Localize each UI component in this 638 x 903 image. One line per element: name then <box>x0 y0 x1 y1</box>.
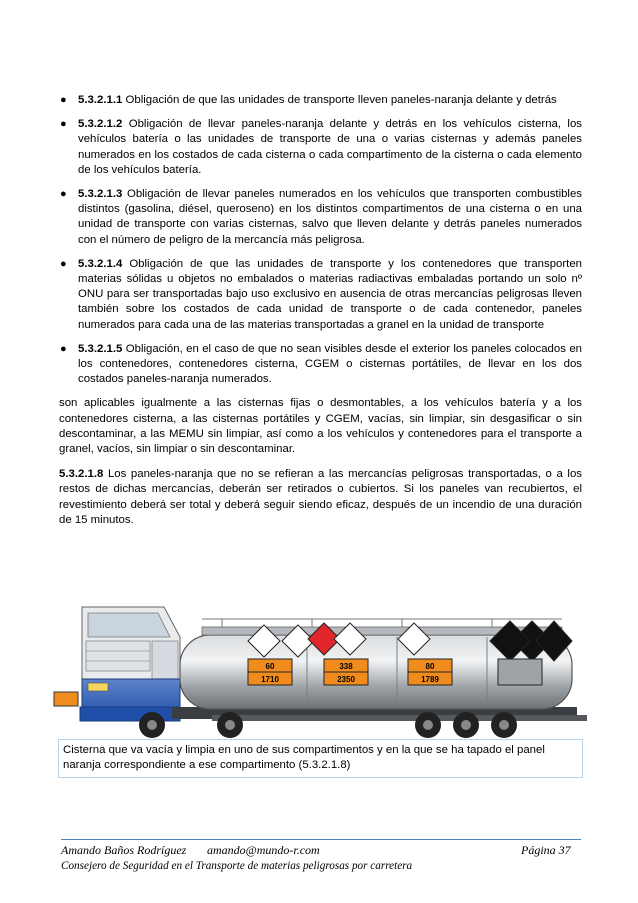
list-item <box>59 117 582 178</box>
item-text: Obligación de que las unidades de transporte y los contenedores que transporten materias sólidas u objetos no embalados o materias radiactivas embaladas portando un solo nº ONU para ser transportadas bajo uso exclusivo en ausencia de otras mercancías peligrosas lleven también sobre los costados de cada unidad de transporte o de cada contenedor, paneles numerados para cada una de las materias transportadas a granel en la unidad de transporte <box>78 257 582 331</box>
paragraph-applicability: son aplicables igualmente a las cisternas fijas o desmontables, a los vehículos batería y a los contenedores cisterna, a las cisternas portátiles y CGEM, vacías, sin limpiar, sin desgasificar o sin descontaminar, a las MEMU sin limpiar, así como a los vehículos y contenedores para el transporte a granel, vacíos, sin limpiar o sin descontaminar. <box>59 397 582 456</box>
footer-row <box>61 842 581 858</box>
section-code: 5.3.2.1.4 <box>78 257 123 270</box>
orange-panel-2 <box>324 659 368 685</box>
list-item <box>59 257 582 333</box>
list-item <box>59 93 582 108</box>
bullet-icon: ● <box>60 188 67 201</box>
section-code: 5.3.2.1.1 <box>78 94 123 106</box>
panel-hazard-number: 60 <box>265 662 275 671</box>
section-code: 5.3.2.1.8 <box>59 468 104 481</box>
body-text <box>59 93 582 538</box>
list-item <box>59 187 582 248</box>
page-number: Página 37 <box>521 843 571 857</box>
page-footer <box>61 839 581 874</box>
front-orange-panel <box>54 692 78 706</box>
section-code: 5.3.2.1.5 <box>78 342 123 355</box>
item-text: Obligación de llevar paneles-naranja delante y detrás en los vehículos cisterna, los vehículos batería o las unidades de transporte de una o varias cisternas y además paneles numerados en los costados de cada cisterna o cada compartimento de la cisterna o cada elemento de los vehículos batería. <box>78 118 582 176</box>
item-text: Obligación de llevar paneles numerados en los vehículos que transporten combustibles distintos (gasolina, diésel, queroseno) en los distintos compartimentos de una cisterna o en una unidad de transporte con varias cisternas, salvo que lleven delante y detrás paneles numerados con el número de peligro de la mercancía más peligrosa. <box>78 188 582 246</box>
section-code: 5.3.2.1.3 <box>78 188 123 201</box>
list-item <box>59 342 582 388</box>
item-text: Obligación, en el caso de que no sean visibles desde el exterior los paneles colocados en los contenedores, contenedores cisterna, CGEM o cisternas portátiles, de llevar en los dos costados paneles-naranja numerados. <box>78 342 582 386</box>
figure-caption: Cisterna que va vacía y limpia en uno de sus compartimentos y en la que se ha tapado el panel naranja correspondiente a ese compartimento (5.3.2.1.8) <box>58 739 583 778</box>
footer-email: amando@mundo-r.com <box>207 843 320 857</box>
panel-un-number: 1710 <box>261 675 279 684</box>
bullet-list <box>59 93 582 387</box>
bullet-icon: ● <box>60 94 67 106</box>
panel-hazard-number: 338 <box>339 662 353 671</box>
bullet-icon: ● <box>60 257 67 270</box>
orange-panel-3 <box>408 659 452 685</box>
paragraph-text: Los paneles-naranja que no se refieran a las mercancías peligrosas transportadas, o a los restos de dichas mercancías, deberán ser retirados o cubiertos. Si los paneles van recubiertos, el revestimiento deberá ser total y deberá seguir siendo eficaz, después de un incendio de una duración de 15 minutos. <box>59 468 582 526</box>
bullet-icon: ● <box>60 342 67 355</box>
panel-hazard-number: 80 <box>425 662 435 671</box>
orange-panel-1 <box>248 659 292 685</box>
bullet-icon: ● <box>60 118 67 131</box>
section-code: 5.3.2.1.2 <box>78 118 123 131</box>
footer-organization: Consejero de Seguridad en el Transporte de materias peligrosas por carretera <box>61 860 413 872</box>
item-text: Obligación de que las unidades de transporte lleven paneles-naranja delante y detrás <box>125 94 557 106</box>
truck-cab <box>80 607 180 721</box>
covered-panel <box>498 659 542 685</box>
panel-un-number: 1789 <box>421 675 439 684</box>
panel-un-number: 2350 <box>337 675 355 684</box>
paragraph-5-3-2-1-8 <box>59 467 582 528</box>
footer-author: Amando Baños Rodríguez <box>61 843 187 857</box>
